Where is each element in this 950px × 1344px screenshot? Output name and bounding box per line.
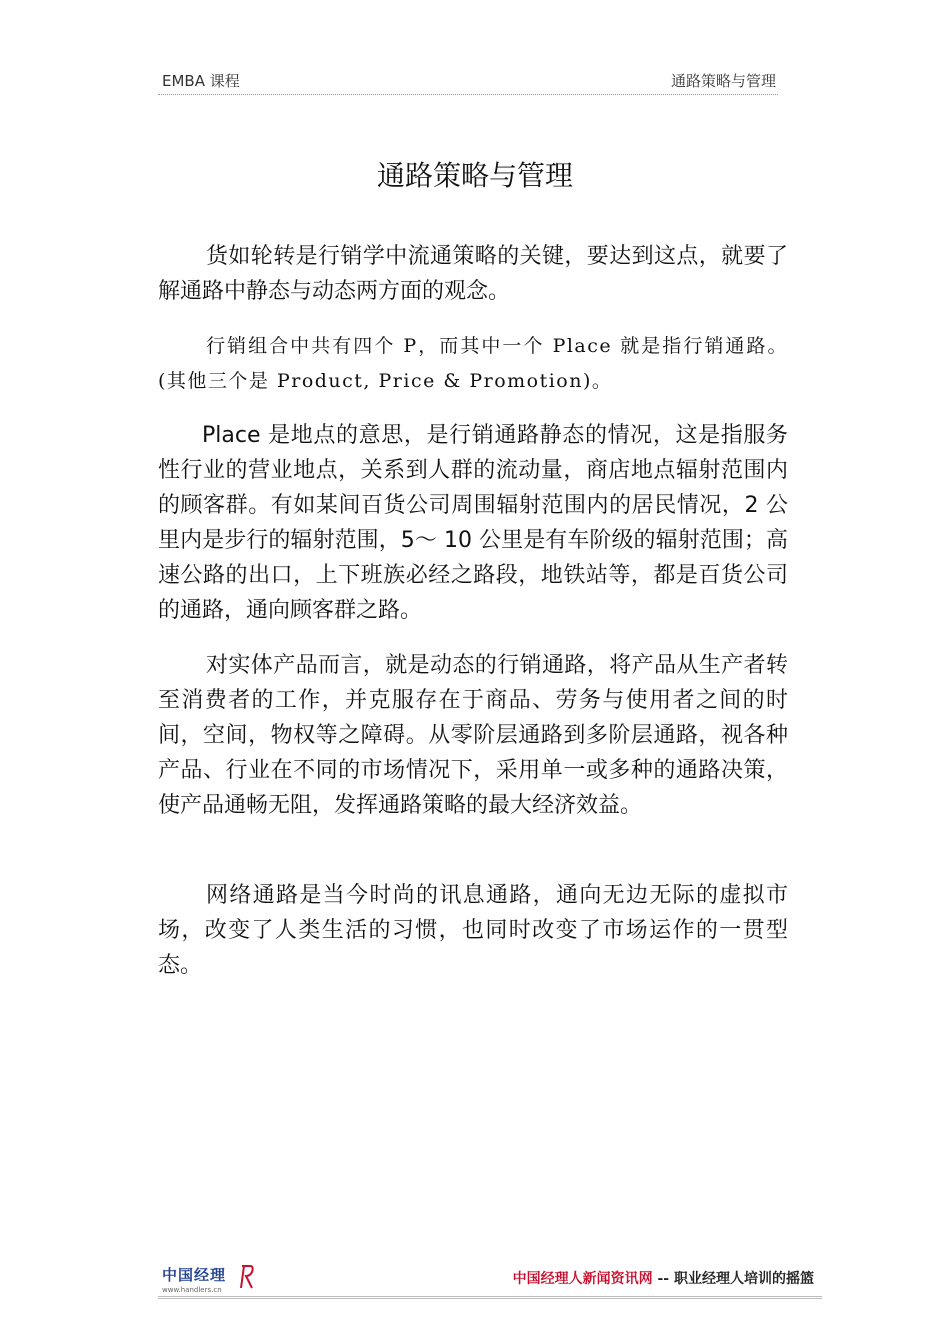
header-course-label: EMBA 课程	[162, 72, 240, 90]
slogan-site-name: 中国经理人新闻资讯网	[512, 1271, 653, 1287]
paragraph-4: 对实体产品而言，就是动态的行销通路，将产品从生产者转至消费者的工作，并克服存在于商品、劳务与使用者之间的时间，空间，物权等之障碍。从零阶层通路到多阶层通路，视各种产品、行业在不同的市场情况下，采用单一或多种的通路决策，使产品通畅无阻，发挥通路策略的最大经济效益。	[158, 653, 788, 818]
logo-url: www.handlers.cn	[162, 1286, 222, 1294]
slogan-tagline: -- 职业经理人培训的摇篮	[657, 1271, 814, 1287]
page-header	[158, 68, 778, 95]
header-doc-title: 通路策略与管理	[670, 72, 776, 90]
logo-text: 中国经理	[162, 1266, 227, 1284]
document-title: 通路策略与管理	[376, 159, 573, 192]
footer-slogan	[513, 1268, 814, 1288]
paragraph-3: Place 是地点的意思，是行销通路静态的情况，这是指服务性行业的营业地点，关系到人群的流动量，商店地点辐射范围内的顾客群。有如某间百货公司周围辐射范围内的居民情况，2 公里内是步行的辐射范围，5～ 10 公里是有车阶级的辐射范围；高速公路的出口，上下班族必经之路段，地铁站等，都是百货公司的通路，通向顾客群之路。	[158, 423, 788, 623]
paragraph-2: 行销组合中共有四个 P，而其中一个 Place 就是指行销通路。(其他三个是 Product, Price & Promotion)。	[158, 335, 788, 392]
paragraph-5: 网络通路是当今时尚的讯息通路，通向无边无际的虚拟市场，改变了人类生活的习惯，也同时改变了市场运作的一贯型态。	[158, 883, 788, 978]
paragraph-1: 货如轮转是行销学中流通策略的关键，要达到这点，就要了解通路中静态与动态两方面的观念。	[158, 244, 788, 304]
page-footer	[158, 1262, 822, 1299]
site-logo	[162, 1264, 226, 1294]
logo-mark-icon	[238, 1264, 258, 1290]
